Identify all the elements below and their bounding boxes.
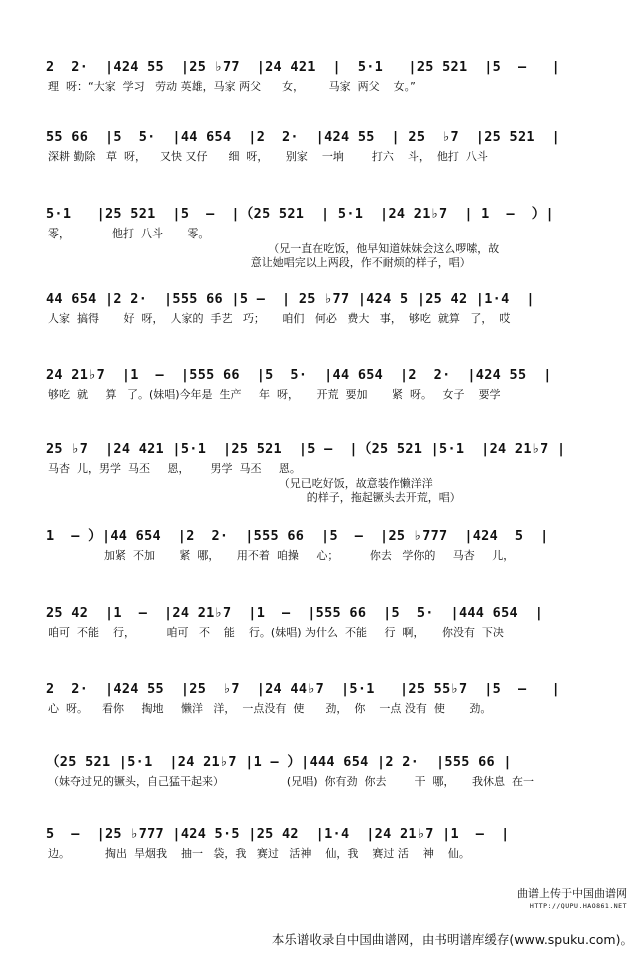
notation-line: 44 654 |2 2· |555 66 |5 – | 25 ♭77 |424 5 |25 42 |1·4 | [46,291,535,307]
notation-line: 5·1 |25 521 |5 – |（25 521 | 5·1 |24 21♭7 | 1 – ）| [46,206,554,222]
notation-line: 25 42 |1 – |24 21♭7 |1 – |555 66 |5 5· |444 654 | [46,605,544,621]
lyric-line: 咱可 不能 行， 咱可 不 能 行。(妹唱) 为什么 不能 行 啊， 你没有 下决 [48,626,504,639]
lyric-line: （妹夺过兄的镢头，自己猛干起来） (兄唱) 你有劲 你去 干 哪， 我休息 在一 [48,775,534,788]
lyric-line: 的样子，拖起镢头去开荒，唱） [48,491,461,504]
lyric-line: 零， 他打 八斗 零。 [48,227,210,240]
lyric-line: （兄一直在吃饭，他早知道妹妹会这么啰嗦，故 [48,242,500,255]
lyric-line: 心 呀。 看你 掏地 懒洋 洋， 一点没有 使 劲， 你 一点 没有 使 劲。 [48,702,492,715]
notation-line: 2 2· |424 55 |25 ♭7 |24 44♭7 |5·1 |25 55♭7 |5 – | [46,681,561,697]
lyric-line: 够吃 就 算 了。(妹唱)今年是 生产 年 呀， 开荒 要加 紧 呀。 女子 要学 [48,388,501,401]
lyric-line: 边。 掏出 旱烟我 抽一 袋，我 赛过 活神 仙，我 赛过 活 神 仙。 [48,847,470,860]
notation-line: 2 2· |424 55 |25 ♭77 |24 421 | 5·1 |25 521 |5 – | [46,59,561,75]
notation-line: 55 66 |5 5· |44 654 |2 2· |424 55 | 25 ♭7 |25 521 | [46,129,561,145]
uploader-text: 曲谱上传于中国曲谱网 [517,887,627,900]
lyric-line: 加紧 不加 紧 哪， 用不着 咱操 心； 你去 学你的 马杏 儿， [48,549,515,562]
uploader-note [517,887,627,913]
notation-line: 24 21♭7 |1 – |555 66 |5 5· |44 654 |2 2· |424 55 | [46,367,552,383]
notation-line: 1 – ）|44 654 |2 2· |555 66 |5 – |25 ♭777 |424 5 | [46,528,549,544]
notation-line: 5 – |25 ♭777 |424 5·5 |25 42 |1·4 |24 21♭7 |1 – | [46,826,510,842]
notation-line: 25 ♭7 |24 421 |5·1 |25 521 |5 – |（25 521 |5·1 |24 21♭7 | [46,441,566,457]
lyric-line: （兄已吃好饭，故意装作懒洋洋 [48,477,433,490]
lyric-line: 意让她唱完以上两段，作不耐烦的样子，唱） [48,256,471,269]
lyric-line: 人家 搞得 好 呀， 人家的 手艺 巧； 咱们 何必 费大 事， 够吃 就算 了， 哎 [48,312,511,325]
lyric-line: 马杏 儿，男学 马丕 恩， 男学 马丕 恩。 [48,462,301,475]
notation-line: （25 521 |5·1 |24 21♭7 |1 – ）|444 654 |2 2· |555 66 | [46,754,512,770]
credit-line: 本乐谱收录自中国曲谱网，由书明谱库缓存(www.spuku.com)。 [271,932,633,947]
uploader-url: HTTP://QUPU.HAO861.NET [529,902,627,910]
lyric-line: 理 呀：“大家 学习 劳动 英雄，马家 两父 女， 马家 两父 女。” [48,80,416,93]
lyric-line: 深耕 勤除 草 呀， 又快 又仔 细 呀， 别家 一垧 打六 斗， 他打 八斗 [48,150,488,163]
